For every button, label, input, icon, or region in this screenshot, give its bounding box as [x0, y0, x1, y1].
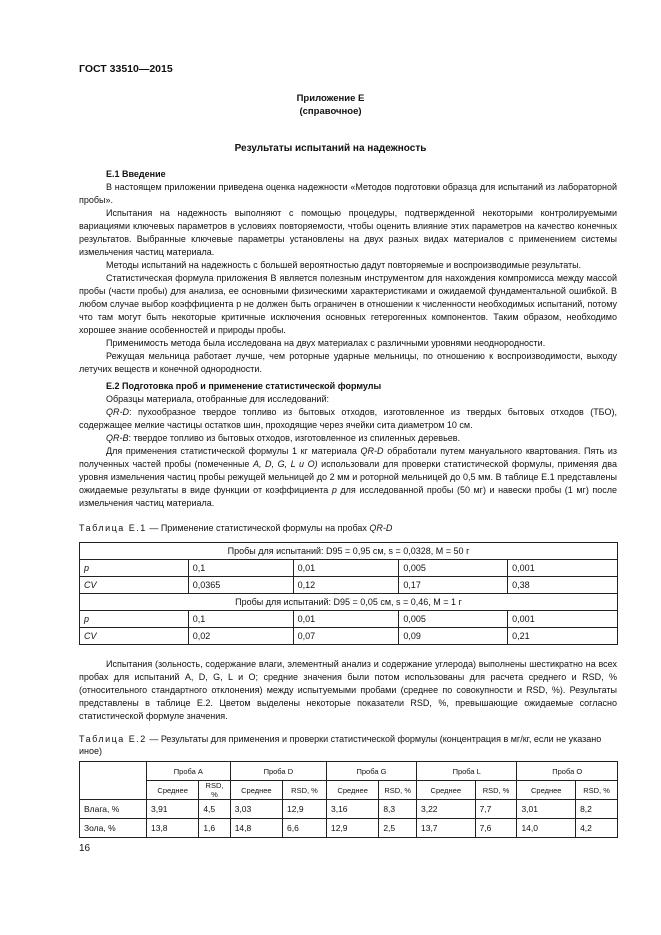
- label-cv: CV: [84, 580, 97, 590]
- cell: 0,001: [508, 560, 618, 577]
- standard-header: ГОСТ 33510—2015: [79, 63, 173, 75]
- cell: 3,22: [416, 800, 475, 819]
- cell: 3,16: [326, 800, 378, 819]
- cell: 0,005: [399, 611, 508, 628]
- caption-text: — Результаты для применения и проверки статистической формулы (концентрация в мг/кг, если не указано иное): [79, 734, 602, 756]
- row-label: [80, 560, 189, 577]
- sub-header-mean: Среднее: [230, 781, 282, 800]
- cell: 14,8: [230, 819, 282, 838]
- code-qrd: QR-D: [360, 446, 384, 456]
- group-header: Пробы для испытаний: D95 = 0,95 см, s = 0,0328, M = 50 г: [80, 543, 618, 560]
- cell: 3,03: [230, 800, 282, 819]
- cell: 8,3: [379, 800, 417, 819]
- table-row: [80, 543, 618, 560]
- cell: 8,2: [576, 800, 618, 819]
- table-e2: [79, 761, 618, 838]
- cell: 0,005: [399, 560, 508, 577]
- cell: 13,8: [146, 819, 198, 838]
- group-header: Проба A: [146, 762, 230, 781]
- paragraph: Режущая мельница работает лучше, чем роторные ударные мельницы, по отношению к воспроизводимости, выходу летучих веществ и конечной однородности.: [79, 351, 617, 374]
- sub-header-rsd: RSD, %: [475, 781, 517, 800]
- body-text-2: [79, 658, 617, 723]
- cell: 6,6: [283, 819, 327, 838]
- cell: 7,7: [475, 800, 517, 819]
- table1-caption: [79, 522, 617, 534]
- cell: 0,1: [188, 611, 293, 628]
- paragraph-method: [79, 445, 617, 510]
- qrb-text: : твердое топливо из бытовых отходов, изготовленное из спиленных деревьев.: [128, 433, 461, 443]
- cell: 4,2: [576, 819, 618, 838]
- cell: 2,5: [379, 819, 417, 838]
- cell: 13,7: [416, 819, 475, 838]
- table-row: [80, 594, 618, 611]
- paragraph: Методы испытаний на надежность с большей вероятностью дадут повторяемые и воспроизводимые результаты.: [106, 260, 582, 270]
- cell: 0,17: [399, 577, 508, 594]
- group-header: Проба O: [517, 762, 618, 781]
- text-part: обработали путем мануального квартования. Пять из полученных частей пробы (помеченные: [79, 446, 617, 469]
- sub-header-mean: Среднее: [517, 781, 576, 800]
- table2-caption: [79, 733, 617, 757]
- paragraph: Испытания на надежность выполняют с помощью процедуры, подтвержденной некоторыми контролируемыми вариациями ключевых параметров в условиях повторяемости, чтобы оценить влияние этих параметров на качество конечных результатов. Выбранные ключевые параметры установлены на двух разных видах материалов с применением системы измельчения частиц материала.: [79, 208, 617, 257]
- table-row: [80, 611, 618, 628]
- caption-text: — Применение статистической формулы на пробах: [146, 523, 370, 533]
- cell: 0,38: [508, 577, 618, 594]
- paragraph-qrb: [79, 432, 617, 445]
- cell: 3,91: [146, 800, 198, 819]
- paragraph-results: Испытания (зольность, содержание влаги, элементный анализ и содержание углерода) выполнены шестикратно на всех пробах для испытаний A, D, G, L и O; средние значения были потом использованы для расчета среднего и RSD, % (относительного стандартного отклонения) между испытуемыми пробами (среднее по совокупности и RSD, %). Результаты представлены в таблице Е.2. Цветом выделены некоторые показатели RSD, %, превышающие ожидаемые согласно статистической формуле значения.: [79, 659, 617, 721]
- cell: 0,0365: [188, 577, 293, 594]
- table-row: [80, 781, 618, 800]
- group-header: Пробы для испытаний: D95 = 0,05 см, s = 0,46, M = 1 г: [80, 594, 618, 611]
- qrd-text: : пухообразное твердое топливо из бытовых отходов, изготовленное из твердых бытовых отходов (ТБО), содержащее мелкие частицы остатков шин, проходящие через ячейки сита диаметром 10 см.: [79, 407, 617, 430]
- text-part: Для применения статистической формулы 1 кг материала: [106, 446, 361, 456]
- cell: 1,6: [199, 819, 230, 838]
- cell: 7,6: [475, 819, 517, 838]
- cell: 14,0: [517, 819, 576, 838]
- cell: 0,21: [508, 628, 618, 645]
- label-p: p: [84, 563, 90, 573]
- sub-header-mean: Среднее: [326, 781, 378, 800]
- cell: 0,01: [293, 611, 399, 628]
- row-label: [80, 577, 189, 594]
- table-row: [80, 560, 618, 577]
- cell: 12,9: [326, 819, 378, 838]
- appendix-title: Приложение Е: [296, 93, 365, 104]
- cell: 0,001: [508, 611, 618, 628]
- row-label: [80, 611, 189, 628]
- paragraph-qrd: [79, 406, 617, 432]
- row-label: Влага, %: [80, 800, 147, 819]
- var-p: p: [331, 485, 337, 495]
- corner-cell: [80, 762, 147, 800]
- body-text: [79, 168, 617, 510]
- code-qrb: QR-B: [106, 433, 129, 443]
- cell: 0,12: [293, 577, 399, 594]
- table-e1: [79, 542, 618, 645]
- cell: 0,1: [188, 560, 293, 577]
- paragraph: В настоящем приложении приведена оценка надежности «Методов подготовки образца для испытаний из лабораторной пробы».: [79, 182, 617, 205]
- caption-code: QR-D: [369, 523, 393, 533]
- text-part: для исследованной пробы (50 мг) и навески пробы (1 мг) после измельчения частиц материала.: [79, 485, 618, 508]
- sub-header-rsd: RSD, %: [283, 781, 327, 800]
- sub-header-rsd: RSD, %: [379, 781, 417, 800]
- table-row: [80, 577, 618, 594]
- appendix-note: (справочное): [299, 106, 362, 117]
- heading-e1: Е.1 Введение: [106, 169, 166, 179]
- cell: 0,09: [399, 628, 508, 645]
- label-cv: CV: [84, 631, 97, 641]
- caption-label: Таблица Е.1: [79, 523, 147, 533]
- caption-label: Таблица Е.2: [79, 734, 147, 744]
- row-label: Зола, %: [80, 819, 147, 838]
- paragraph: Статистическая формула приложения В является полезным инструментом для нахождения компромисса между массой пробы (части пробы) для анализа, ее основными физическими характеристиками и ожидаемой фундаментальной ошибкой. В любом случае выбор коэффициента p не должен быть ограничен в отношении к численности необходимых испытаний, потому что там могут быть некоторые критичные исключения основных гетерогенных компонентов. Таким образом, необходимо хорошее знание особенностей и природы пробы.: [79, 273, 617, 335]
- table-row: [80, 762, 618, 781]
- table-row: [80, 628, 618, 645]
- text-part: использовали для проверки статистической формулы, применяя два уровня измельчения частиц пробы режущей мельницей до 2 мм и роторной мельницей до 0,5 мм. В таблице Е.1 представлены ожидаемые результаты в виде функции от коэффициента: [79, 459, 617, 495]
- cell: 0,02: [188, 628, 293, 645]
- paragraph: Образцы материала, отобранные для исследований:: [106, 394, 329, 404]
- sub-header-rsd: RSD, %: [576, 781, 618, 800]
- cell: 3,01: [517, 800, 576, 819]
- code-qrd: QR-D: [106, 407, 129, 417]
- cell: 0,01: [293, 560, 399, 577]
- row-label: [80, 628, 189, 645]
- sub-header-mean: Среднее: [146, 781, 198, 800]
- group-header: Проба D: [230, 762, 326, 781]
- cell: 0,07: [293, 628, 399, 645]
- group-header: Проба G: [326, 762, 416, 781]
- group-header: Проба L: [416, 762, 516, 781]
- cell: 12,9: [283, 800, 327, 819]
- paragraph: Применимость метода была исследована на двух материалах с различными уровнями неоднородности.: [106, 338, 546, 348]
- sub-header-mean: Среднее: [416, 781, 475, 800]
- page-number: 16: [79, 843, 91, 854]
- table-row: [80, 819, 618, 838]
- section-title: Результаты испытаний на надежность: [234, 143, 427, 154]
- sample-letters: A, D, G, L и O): [252, 459, 318, 469]
- sub-header-rsd: RSD, %: [199, 781, 230, 800]
- heading-e2: Е.2 Подготовка проб и применение статистической формулы: [106, 381, 382, 391]
- cell: 4,5: [199, 800, 230, 819]
- table-row: [80, 800, 618, 819]
- label-p: p: [84, 614, 90, 624]
